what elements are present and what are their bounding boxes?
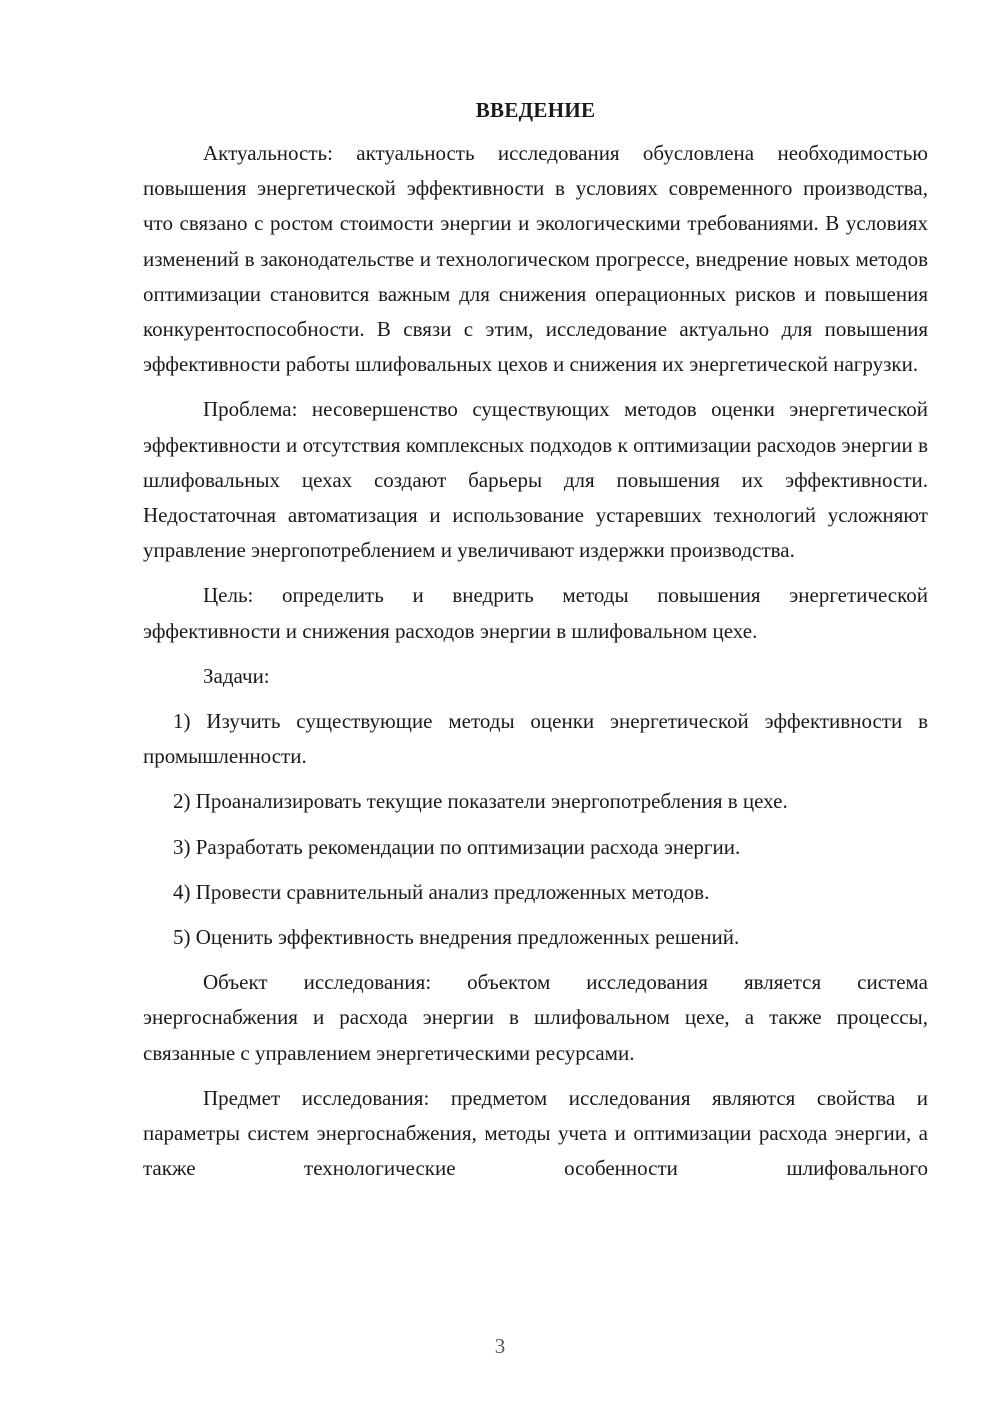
task-item-5: 5) Оценить эффективность внедрения предложенных решений.	[173, 925, 740, 950]
task-item-1: 1) Изучить существующие методы оценки энергетической эффективности в промышленности.	[143, 709, 928, 769]
section-title: ВВЕДЕНИЕ	[475, 98, 596, 122]
task-item-2: 2) Проанализировать текущие показатели энергопотребления в цехе.	[173, 789, 788, 814]
paragraph-subject: Предмет исследования: предметом исследования являются свойства и параметры систем энергоснабжения, методы учета и оптимизации расхода энергии, а также технологические особенности шлифовального	[143, 1085, 928, 1181]
page-number: 3	[494, 1334, 506, 1358]
paragraph-object: Объект исследования: объектом исследования является система энергоснабжения и расхода энергии в шлифовальном цехе, а также процессы, связанные с управлением энергетическими ресурсами.	[143, 970, 928, 1065]
paragraph-goal: Цель: определить и внедрить методы повышения энергетической эффективности и снижения расходов энергии в шлифовальном цехе.	[143, 583, 928, 643]
paragraph-relevance: Актуальность: актуальность исследования обусловлена необходимостью повышения энергетической эффективности в условиях современного производства, что связано с ростом стоимости энергии и экологическими требованиями. В условиях изменений в законодательстве и технологическом прогрессе, внедрение новых методов оптимизации становится важным для снижения операционных рисков и повышения конкурентоспособности. В связи с этим, исследование актуально для повышения эффективности работы шлифовальных цехов и снижения их энергетической нагрузки.	[143, 141, 928, 377]
paragraph-problem: Проблема: несовершенство существующих методов оценки энергетической эффективности и отсутствия комплексных подходов к оптимизации расходов энергии в шлифовальных цехах создают барьеры для повышения их эффективности. Недостаточная автоматизация и использование устаревших технологий усложняют управление энергопотреблением и увеличивают издержки производства.	[143, 397, 928, 563]
document-page	[143, 94, 928, 1186]
task-item-3: 3) Разработать рекомендации по оптимизации расхода энергии.	[173, 834, 741, 859]
task-item-4: 4) Провести сравнительный анализ предложенных методов.	[173, 879, 710, 904]
paragraph-tasks-heading: Задачи:	[203, 663, 270, 688]
